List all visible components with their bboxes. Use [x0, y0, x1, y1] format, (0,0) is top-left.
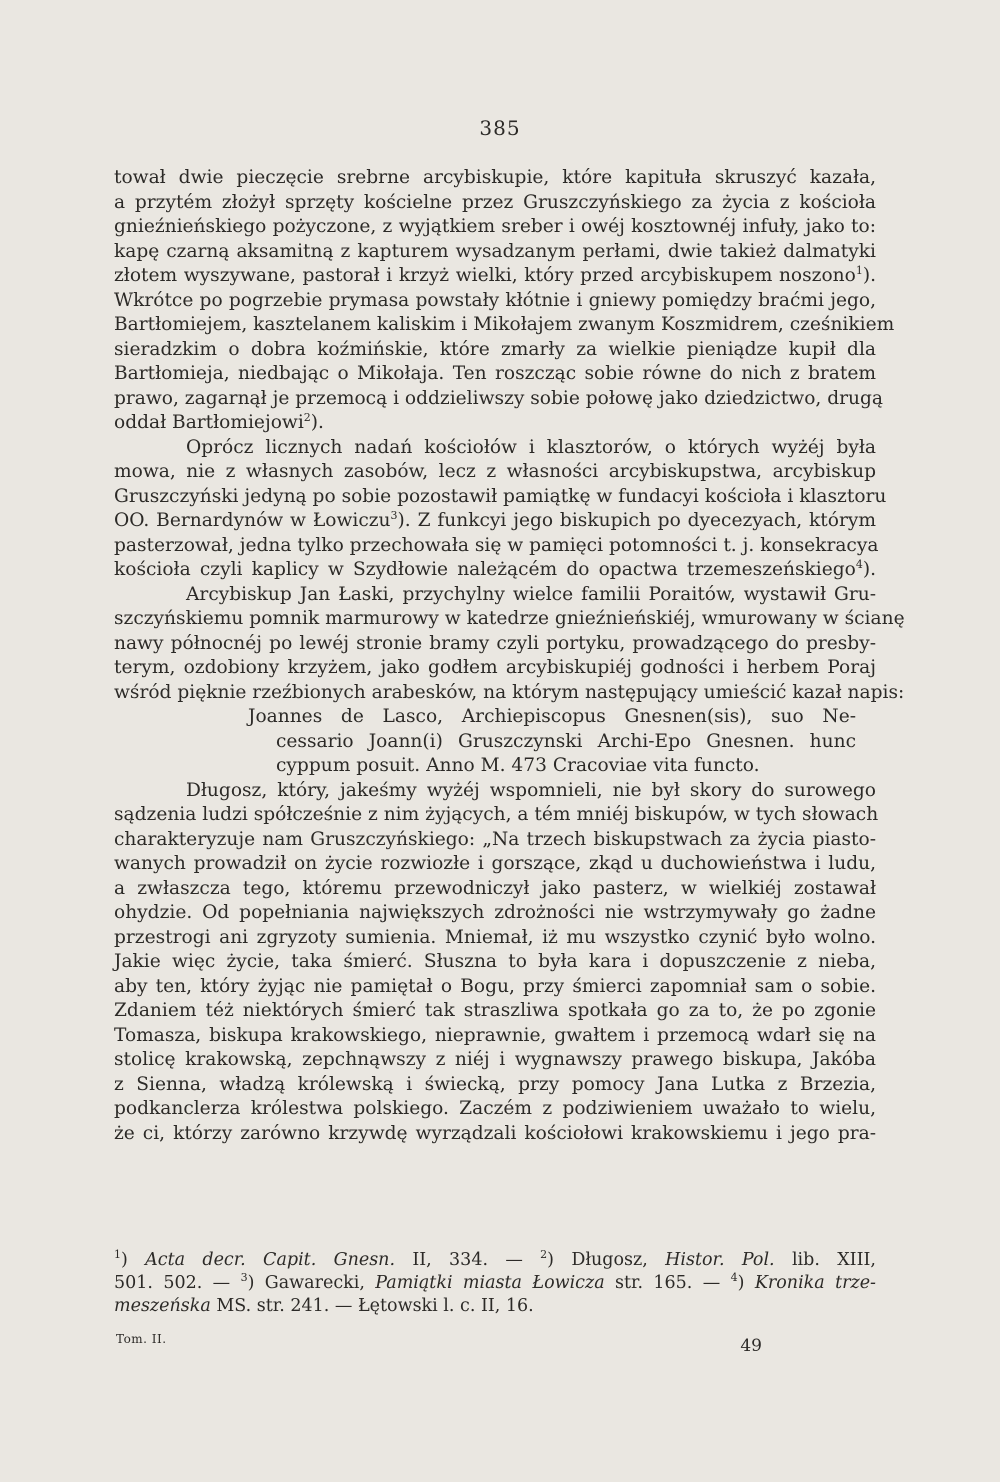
- page-number: 385: [479, 116, 521, 140]
- text-line: tował dwie pieczęcie srebrne arcybiskupie, które kapituła skruszyć kazała,: [114, 167, 876, 188]
- text-line: podkanclerza królestwa polskiego. Zaczém z podziwieniem uważało to wielu,: [114, 1098, 876, 1119]
- text-line: Jakie więc życie, taka śmierć. Słuszna to była kara i dopuszczenie z nieba,: [114, 951, 876, 972]
- footnote-ref: 4: [855, 557, 863, 571]
- text-line: aby ten, który żyjąc nie pamiętał o Bogu, przy śmierci zapomniał sam o sobie.: [114, 975, 876, 997]
- text-line: prawo, zagarnął je przemocą i oddzieliwszy sobie połowę jako dziedzictwo, drugą: [114, 387, 883, 409]
- text-line: Gruszczyński jedyną po sobie pozostawił pamiątkę w fundacyi kościoła i klasztoru: [114, 485, 887, 507]
- inscription-line: cessario Joann(i) Gruszczynski Archi-Epo Gnesnen. hunc: [276, 730, 856, 752]
- text-segment: Gawarecki,: [264, 1273, 365, 1293]
- text-line: pasterzował, jedna tylko przechowała się w pamięci potomności t. j. konsekracya: [114, 534, 879, 556]
- text-line: Bartłomiejem, kasztelanem kaliskim i Mikołajem zwanym Koszmidrem, cześnikiem: [114, 314, 895, 335]
- footnote-title: Pamiątki miasta Łowicza: [375, 1273, 605, 1293]
- footnote-marker: 3: [240, 1271, 248, 1285]
- footnote-title: Kronika trze-: [754, 1273, 876, 1293]
- footnote-line: [114, 1295, 876, 1318]
- page-footer: [116, 1326, 762, 1356]
- text-line: przestrogi ani zgryzoty sumienia. Mniemał, iż mu wszystko czynić było wolno.: [114, 926, 876, 948]
- text-segment: lib. XIII,: [791, 1250, 876, 1270]
- text-line: z Sienna, władzą królewską i świecką, przy pomocy Jana Lutka z Brzezia,: [114, 1073, 876, 1095]
- text-line: sądzenia ludzi spółcześnie z nim żyjących, a tém mniéj biskupów, w tych słowach: [114, 804, 879, 825]
- text-line: ohydzie. Od popełniania największych zdrożności nie wstrzymywały go żadne: [114, 902, 876, 923]
- text-line: że ci, którzy zarówno krzywdę wyrządzali kościołowi krakowskiemu i jego pra-: [114, 1122, 876, 1144]
- text-line: mowa, nie z własnych zasobów, lecz z własności arcybiskupstwa, arcybiskup: [114, 461, 876, 482]
- text-line: Bartłomieja, niedbając o Mikołaja. Ten roszcząc sobie równe do nich z bratem: [114, 363, 876, 384]
- text-line: stolicę krakowską, zepchnąwszy z niéj i wygnawszy prawego biskupa, Jakóba: [114, 1049, 876, 1070]
- text-segment: kościoła czyli kaplicy w Szydłowie należącém do opactwa trzemeszeńskiego: [114, 559, 856, 580]
- text-line: Zdaniem téż niektórych śmierć tak straszliwa spotkała go za to, że po zgonie: [114, 1000, 876, 1021]
- text-segment: ).: [310, 412, 324, 433]
- text-line: charakteryzuje nam Gruszczyńskiego: „Na trzech biskupstwach za życia piasto-: [114, 828, 876, 850]
- footnote-marker: 4: [730, 1271, 738, 1285]
- footnote-ref: 2: [303, 410, 311, 424]
- inscription-line: cyppum posuit. Anno M. 473 Cracoviae vita functo.: [276, 755, 760, 776]
- text-line: Długosz, który, jakeśmy wyżéj wspomnieli, nie był skory do surowego: [186, 779, 876, 801]
- text-line: [114, 411, 876, 436]
- text-line: Arcybiskup Jan Łaski, przychylny wielce familii Poraitów, wystawił Gru-: [186, 583, 876, 605]
- main-text: [114, 166, 905, 1146]
- footnote-ref: 3: [390, 508, 398, 522]
- text-line: kapę czarną aksamitną z kapturem wysadzanym perłami, dwie takież dalmatyki: [114, 240, 876, 262]
- text-line: [114, 509, 876, 534]
- text-segment: str. 165. —: [615, 1273, 721, 1293]
- footnote-ref: 1: [855, 263, 863, 277]
- footnote-line: 501. 502. — $^3$) Gawarecki, Pamiątki miasta Łowicza str. 165. — $^4$) Kronika trze-: [114, 1271, 876, 1293]
- text-segment: II, 334. —: [412, 1250, 523, 1270]
- text-segment: ).: [862, 559, 876, 580]
- text-line: Oprócz licznych nadań kościołów i klasztorów, o których wyżéj była: [186, 436, 876, 458]
- text-segment: MS. str. 241. — Łętowski l. c. II, 16.: [216, 1296, 534, 1316]
- volume-signature: Tom. II.: [116, 1332, 167, 1346]
- footnote-title: Acta decr. Capit. Gnesn.: [145, 1250, 396, 1270]
- text-line: [114, 264, 876, 289]
- text-line: terym, ozdobiony krzyżem, jako godłem arcybiskupiéj godności i herbem Poraj: [114, 657, 876, 678]
- text-segment: ). Z funkcyi jego biskupich po dyecezyach, którym: [397, 510, 876, 531]
- text-line: a przytém złożył sprzęty kościelne przez Gruszczyńskiego za życia z kościoła: [114, 191, 876, 213]
- text-segment: 501. 502. —: [114, 1273, 231, 1293]
- footnote-marker: 2: [540, 1248, 548, 1262]
- sheet-number: 49: [740, 1336, 762, 1356]
- inscription-line: Joannes de Lasco, Archiepiscopus Gnesnen(sis), suo Ne-: [248, 706, 856, 727]
- text-line: Wkrótce po pogrzebie prymasa powstały kłótnie i gniewy pomiędzy braćmi jego,: [114, 289, 876, 311]
- text-line: sieradzkim o dobra koźmińskie, które zmarły za wielkie pieniądze kupił dla: [114, 338, 876, 360]
- text-line: wśród pięknie rzeźbionych arabesków, na którym następujący umieścić kazał napis:: [114, 681, 905, 703]
- text-segment: ).: [862, 265, 876, 286]
- text-line: a zwłaszcza tego, któremu przewodniczył jako pasterz, w wielkiéj zostawał: [114, 877, 876, 899]
- footnote-title: meszeńska: [114, 1296, 211, 1316]
- text-line: nawy północnéj po lewéj stronie bramy czyli portyku, prowadzącego do presby-: [114, 632, 876, 654]
- text-segment: OO. Bernardynów w Łowiczu: [114, 510, 391, 531]
- footnote-marker: 1: [114, 1248, 121, 1262]
- text-segment: Długosz,: [571, 1250, 648, 1270]
- footnote-title: Histor. Pol.: [665, 1250, 775, 1270]
- footnote-line: $^1$) Acta decr. Capit. Gnesn. II, 334. — $^2$) Długosz, Histor. Pol. lib. XIII,: [114, 1248, 876, 1270]
- text-line: szczyńskiemu pomnik marmurowy w katedrze gnieźnieńskiéj, wmurowany w ścianę: [114, 608, 905, 629]
- text-line: Tomasza, biskupa krakowskiego, nieprawnie, gwałtem i przemocą wdarł się na: [114, 1024, 876, 1046]
- text-line: [114, 558, 876, 583]
- text-segment: złotem wyszywane, pastorał i krzyż wielki, który przed arcybiskupem noszono: [114, 265, 856, 286]
- text-line: gnieźnieńskiego pożyczone, z wyjątkiem sreber i owéj kosztownéj infuły, jako to:: [114, 216, 876, 237]
- text-segment: oddał Bartłomiejowi: [114, 412, 304, 433]
- text-line: wanych prowadził on życie rozwiozłe i gorszące, zkąd u duchowieństwa i ludu,: [114, 853, 876, 874]
- footnotes: [114, 1249, 876, 1318]
